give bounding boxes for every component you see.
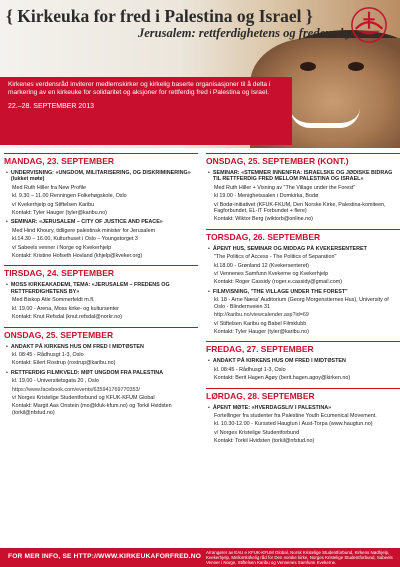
event-item <box>206 170 400 223</box>
event-link[interactable]: https://www.facebook.com/events/635941769770353/ <box>12 386 140 393</box>
event-title-text: FILMVISNING, "THE VILLAGE UNDER THE FOREST" <box>212 288 348 295</box>
bullet-icon: ▪ <box>208 404 210 411</box>
footer-bar <box>0 548 400 567</box>
event-detail: v/ Vennenes Samfunn Kvekerne og Kvekerhjelp <box>214 271 329 278</box>
event-detail: Kontakt: Margit Aas Onstein (mo@kfuk-kfum.no) og Torkil Hvidsten (torkil@nfstud.no) <box>12 403 172 416</box>
bullet-icon: ▪ <box>208 358 210 365</box>
event-title <box>208 358 400 364</box>
event-detail: Fortellinger fra studenter fra Palestine Youth Ecumenical Movement. <box>214 412 377 419</box>
event-detail: Kontakt: Kristine Hofseth Hovland (khjelp@kveker.org) <box>12 253 143 260</box>
event-item <box>206 289 400 335</box>
event-item <box>4 282 198 320</box>
event-title <box>208 246 400 252</box>
event-detail: kl.14.30 – 16.00, Kulturhuset i Oslo – Youngstorget 3 <box>12 236 138 243</box>
bullet-icon: ▪ <box>6 170 8 176</box>
event-detail: kl. 08:45 - Rådhusgt 1-3, Oslo <box>12 351 84 358</box>
event-detail: kl. 19.00 - Universitetsgata 20 , Oslo <box>12 378 99 385</box>
footer-credits: Arrangører av EAU e KFUK-KFUM Global, Norsk Kristelige Studentforbund, Kirkens Nødhjelp, Kvekerhjelp, Mellomkirkelig råd for Den norske kirke, Norges Kristelige Studentforbund, Sabeels Venner i Norge, Stiftelsen Karibu og Vennenes Samfunn Kvekerne. <box>206 550 393 565</box>
event-title <box>208 289 400 295</box>
intro-text: Kirkenes verdensråd inviterer medlemskirker og kirkelig baserte organisasjoner til å delta i markering av en kirkeuke for solidaritet og aksjoner for rettferdig fred i Palestina og Israel. <box>8 81 271 97</box>
page-title: { Kirkeuka for fred i Palestina og Israel } <box>6 6 313 26</box>
event-detail: v/ Stiftelsen Karibu og Babel Filmklubb <box>214 320 307 327</box>
event-detail: v/ Bodø-initiativet (KFUK-FKUM, Den Norske Kirke, Palestina-komiteen, Fagforbundet, EL-IT Forbundet + flere) <box>214 201 386 215</box>
event-title <box>6 282 198 295</box>
event-title <box>6 170 198 183</box>
event-title <box>208 405 400 411</box>
day-heading: ONSDAG, 25. SEPTEMBER (KONT.) <box>206 153 400 167</box>
event-detail: Kontakt: Roger Cassidy (roger.e.cassidy@gmail.com) <box>214 279 343 286</box>
event-item <box>206 358 400 381</box>
bullet-icon: ▪ <box>208 170 210 176</box>
bullet-icon: ▪ <box>208 288 210 295</box>
event-detail: kl. 18 - Arne Næss' Auditorium (Georg Morgenstiernes Hus), University of Oslo - Blindernveien 31 <box>214 297 389 310</box>
event-title-text: MOSS KIRKEAKADEMI, TEMA: «JERUSALEM – FREDENS OG RETTFERDIGHETENS BY» <box>10 282 170 295</box>
event-detail: v/ Norges Kristelige Studentforbund og KFUK-KFUM Global <box>12 394 155 401</box>
event-detail: v/ Norges Kristelige Studentforbund <box>214 429 300 436</box>
event-detail: Med Ruth Hiller + Visning av "The Village under the Forest" <box>214 184 356 191</box>
day-heading: LØRDAG, 28. SEPTEMBER <box>206 388 400 402</box>
intro-box <box>0 77 292 145</box>
event-title-text: ÅPENT MØTE: «HVERDAGSLIV I PALESTINA» <box>212 404 332 411</box>
event-item <box>4 344 198 367</box>
event-detail: Med Ruth Hiller fra New Profile <box>12 184 86 191</box>
event-link[interactable]: http://karibu.no/viewcalender.asp?id=69 <box>214 312 309 319</box>
event-item <box>4 170 198 216</box>
event-title-text: ANDAKT PÅ KIRKENS HUS OM FRED I MIDTØSTEN <box>10 343 144 350</box>
event-item <box>4 370 198 416</box>
event-title-text: ÅPENT HUS, SEMINAR OG MIDDAG PÅ KVEKERSENTERET <box>212 245 367 252</box>
event-detail: v/ Kvekerhjelp og Stiftelsen Karibu <box>12 201 95 208</box>
event-detail: Kontakt: Wiktor Berg (wiktorb@online.no) <box>214 216 313 223</box>
event-detail: "The Politics of Access - The Politics of Separation" <box>214 254 337 261</box>
event-detail: kl 19.00 - Menighetssalen i Domkirka, Bodø <box>214 193 319 200</box>
event-detail: v/ Sabeels venner i Norge og Kvekerhjelp <box>12 244 112 251</box>
event-title-text: ANDAKT PÅ KIRKENS HUS OM FRED I MIDTØSTEN <box>212 358 346 365</box>
event-title <box>6 219 198 225</box>
event-item <box>206 246 400 286</box>
bullet-icon: ▪ <box>208 245 210 252</box>
event-title-text: UNDERVISNING: «UNGDOM, MILITARISERING, OG DISKRIMINERING» (lukket møte) <box>10 170 191 183</box>
event-detail: kl.18.00 - Grønland 12 (Kvekersenteret) <box>214 262 309 269</box>
event-detail: Kontakt: Tyler Hauger (tyler@karibu.no) <box>12 210 107 217</box>
footer-more-info-link[interactable]: FOR MER INFO, SE HTTP://WWW.KIRKEUKAFORFRED.NO <box>8 553 202 560</box>
event-detail: Kontakt: Eilert Rostrup (rostrup@karibu.no) <box>12 360 116 367</box>
page-subtitle: Jerusalem: rettferdighetens og fredens by <box>138 26 352 40</box>
event-detail: kl. 10.30-12.00 - Kurssted Haugtun i Aust-Torpa (www.haugtun.no) <box>214 421 373 428</box>
event-detail: Kontakt: Berit Hagen Agøy (berit.hagen.agoy@kirken.no) <box>214 375 351 382</box>
bullet-icon: ▪ <box>6 282 8 289</box>
event-title-text: RETTFERDIG FILMKVELD: MØT UNGDOM FRA PALESTINA <box>10 369 164 376</box>
event-title <box>6 344 198 350</box>
event-detail: Med Biskop Atle Sommerfeldt m.fl. <box>12 297 95 304</box>
event-detail: Med Hind Khoury, tidligere palestinsk minister for Jerusalem <box>12 227 156 234</box>
event-item <box>4 219 198 259</box>
bullet-icon: ▪ <box>6 369 8 376</box>
oikoumene-logo-icon <box>350 6 388 44</box>
event-title-text: SEMINAR: «JERUSALEM – CITY OF JUSTICE AND PEACE» <box>10 219 163 226</box>
bullet-icon: ▪ <box>6 219 8 226</box>
day-heading: MANDAG, 23. SEPTEMBER <box>4 153 198 167</box>
schedule-column-left <box>4 147 198 416</box>
event-detail: Kontakt: Tyler Hauger (tyler@karibu.no) <box>214 328 309 335</box>
hero-smile <box>290 108 360 128</box>
day-heading: TORSDAG, 26. SEPTEMBER <box>206 229 400 243</box>
bullet-icon: ▪ <box>6 343 8 350</box>
day-heading: TIRSDAG, 24. SEPTEMBER <box>4 265 198 279</box>
event-title <box>6 370 198 376</box>
header-hero <box>0 0 400 148</box>
event-detail: Kontakt: Torkil Hvidsten (torkil@nfstud.no) <box>214 438 315 445</box>
schedule-column-right <box>206 147 400 445</box>
hero-eye-right <box>348 62 364 71</box>
event-title <box>208 170 400 183</box>
event-title-text: SEMINAR: «STEMMER INNENFRA: ISRAELSKE OG JØDISKE BIDRAG TIL RETTFERDIG FRED MELLOM PALESTINA OG ISRAEL» <box>212 170 393 183</box>
day-heading: FREDAG, 27. SEPTEMBER <box>206 341 400 355</box>
day-heading: ONSDAG, 25. SEPTEMBER <box>4 327 198 341</box>
intro-dates: 22.–28. SEPTEMBER 2013 <box>8 102 94 110</box>
hero-eye-left <box>300 62 316 71</box>
event-detail: Kontakt: Knut Refsdal (knut.refsdal@norkr.no) <box>12 314 123 321</box>
event-detail: kl. 9.30 – 11.00 Renningen Folkehøgskole, Oslo <box>12 193 127 200</box>
event-item <box>206 405 400 445</box>
event-detail: kl. 08:45 - Rådhusgt 1-3, Oslo <box>214 366 286 373</box>
event-detail: kl. 19.00 - Arena, Moss kirke- og kultursenter <box>12 305 119 312</box>
